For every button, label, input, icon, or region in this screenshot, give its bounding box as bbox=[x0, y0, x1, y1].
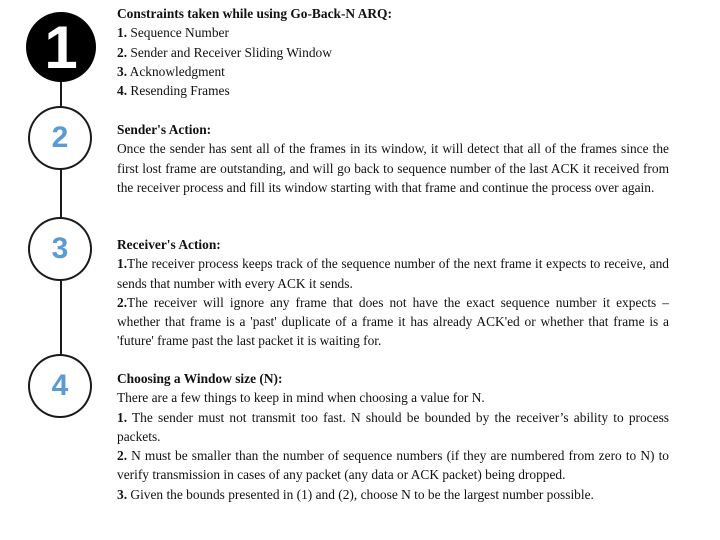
step-badge-3: 3 bbox=[30, 219, 90, 279]
list-item bbox=[117, 81, 669, 100]
section-receiver-action bbox=[117, 235, 669, 351]
section-heading: Constraints taken while using Go-Back-N ARQ: bbox=[117, 6, 392, 21]
item-number: 4. bbox=[117, 83, 128, 99]
section-sender-action bbox=[117, 120, 669, 197]
item-text: Given the bounds presented in (1) and (2), choose N to be the largest number possible. bbox=[127, 486, 594, 502]
item-text: N must be smaller than the number of sequence numbers (if they are numbered from zero to N) to verify transmission in cases of any packet (any data or ACK packet) being dropped. bbox=[117, 448, 669, 483]
list-item bbox=[117, 23, 669, 42]
item-number: 2. bbox=[117, 448, 128, 464]
item-number: 3. bbox=[117, 63, 128, 79]
item-number: 1. bbox=[117, 409, 128, 425]
section-intro: There are a few things to keep in mind when choosing a value for N. bbox=[117, 390, 485, 406]
step-badge-1: 1 bbox=[26, 12, 96, 82]
item-text: Sequence Number bbox=[127, 25, 229, 41]
list-item bbox=[117, 446, 669, 485]
step-badge-2: 2 bbox=[30, 108, 90, 168]
section-heading: Choosing a Window size (N): bbox=[117, 371, 283, 386]
item-number: 2. bbox=[117, 294, 128, 310]
list-item bbox=[117, 254, 669, 293]
item-text: Acknowledgment bbox=[127, 63, 225, 79]
list-item bbox=[117, 43, 669, 62]
item-number: 1. bbox=[117, 256, 128, 272]
section-heading: Sender's Action: bbox=[117, 122, 212, 137]
list-item bbox=[117, 62, 669, 81]
list-item bbox=[117, 408, 669, 447]
item-text: The receiver process keeps track of the sequence number of the next frame it expects to receive, and sends that number with every ACK it sends. bbox=[117, 256, 669, 291]
list-item bbox=[117, 485, 669, 504]
item-number: 1. bbox=[117, 25, 128, 41]
section-constraints bbox=[117, 4, 669, 100]
item-text: Resending Frames bbox=[127, 83, 230, 99]
item-text: Sender and Receiver Sliding Window bbox=[127, 44, 332, 60]
section-window-size bbox=[117, 369, 669, 504]
item-number: 3. bbox=[117, 486, 128, 502]
section-body: Once the sender has sent all of the frames in its window, it will detect that all of the frames since the first lost frame are outstanding, and will go back to sequence number of the last ACK it received from the receiver process and fill its window starting with that frame and continue the process over again. bbox=[117, 141, 669, 195]
list-item bbox=[117, 293, 669, 351]
section-heading: Receiver's Action: bbox=[117, 237, 221, 252]
item-text: The receiver will ignore any frame that does not have the exact sequence number it expects – whether that frame is a 'past' duplicate of a frame it has already ACK'ed or whether that frame is a 'future' frame past the last packet it is waiting for. bbox=[117, 294, 669, 349]
step-badge-4: 4 bbox=[30, 356, 90, 416]
item-text: The sender must not transmit too fast. N should be bounded by the receiver’s ability to process packets. bbox=[117, 409, 669, 444]
item-number: 2. bbox=[117, 44, 128, 60]
